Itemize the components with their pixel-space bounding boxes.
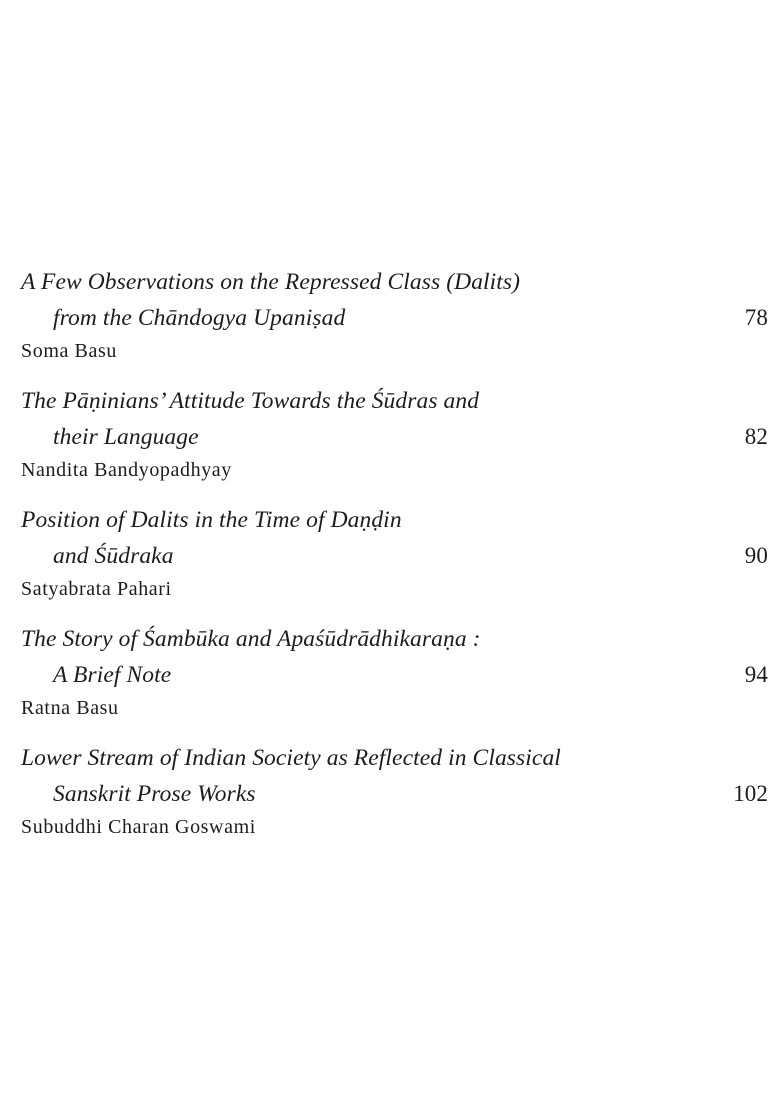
- entry-title-line-2-row: [21, 419, 768, 455]
- entry-title-line-2: from the Chāndogya Upaniṣad: [53, 305, 346, 331]
- entry-title-line-2-row: [21, 300, 768, 336]
- toc-entry: [21, 264, 768, 366]
- entry-title-line-2: their Language: [53, 424, 199, 450]
- page-number: 78: [744, 305, 768, 330]
- page-number: 90: [744, 543, 768, 568]
- page-number: 82: [744, 424, 768, 449]
- page-number: 94: [744, 662, 768, 687]
- entry-title-line-1: A Few Observations on the Repressed Class (Dalits): [21, 269, 521, 295]
- entry-title-line-2: A Brief Note: [53, 662, 172, 688]
- toc-entry: [21, 740, 768, 842]
- entry-title-line-1: Position of Dalits in the Time of Daṇḍin: [21, 507, 402, 533]
- entry-author: Nandita Bandyopadhyay: [21, 459, 232, 481]
- entry-title-line-2-row: [21, 538, 768, 574]
- page-number: 102: [733, 781, 768, 806]
- entry-title-line-1: Lower Stream of Indian Society as Reflected in Classical: [21, 745, 561, 771]
- entry-author: Satyabrata Pahari: [21, 578, 172, 600]
- entry-title-line-2-row: [21, 657, 768, 693]
- entry-title-line-2-row: [21, 776, 768, 812]
- entry-title-line-2: Sanskrit Prose Works: [53, 781, 256, 807]
- entry-title-line-1: The Pāṇinians’ Attitude Towards the Śūdras and: [21, 388, 480, 414]
- table-of-contents: [21, 264, 768, 859]
- toc-entry: [21, 621, 768, 723]
- toc-entry: [21, 502, 768, 604]
- entry-author: Ratna Basu: [21, 697, 119, 719]
- toc-entry: [21, 383, 768, 485]
- entry-title-line-2: and Śūdraka: [53, 543, 174, 569]
- entry-title-line-1: The Story of Śambūka and Apaśūdrādhikaraṇa :: [21, 626, 481, 652]
- entry-author: Subuddhi Charan Goswami: [21, 816, 256, 838]
- entry-author: Soma Basu: [21, 340, 117, 362]
